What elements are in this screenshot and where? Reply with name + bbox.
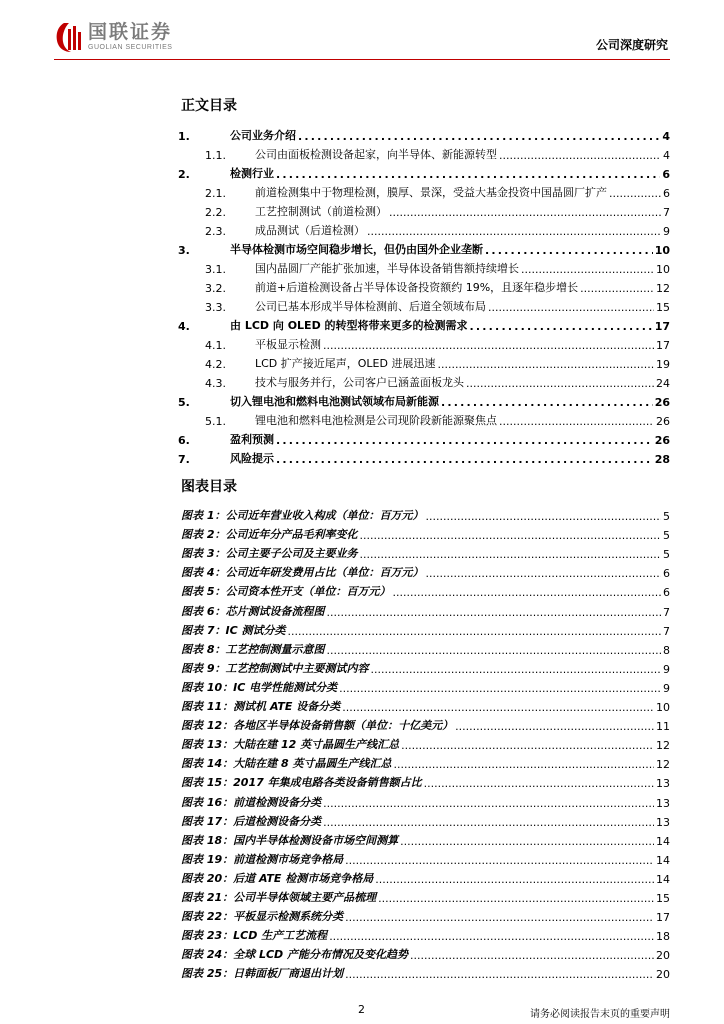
dot-leader bbox=[393, 758, 654, 771]
logo-english-name: GUOLIAN SECURITIES bbox=[88, 44, 173, 51]
figure-entry-page: 6 bbox=[663, 586, 670, 600]
figure-entry-label: 图表 24：全球 LCD 产能分布情况及变化趋势 bbox=[181, 948, 409, 962]
toc-entry-number: 3.2. bbox=[205, 282, 226, 295]
toc-entry-page: 10 bbox=[654, 244, 670, 257]
toc-entry-page: 24 bbox=[656, 377, 670, 390]
toc-entry[interactable] bbox=[178, 296, 670, 314]
toc-entry-page: 26 bbox=[654, 396, 670, 409]
figure-entry-page: 9 bbox=[663, 662, 670, 676]
toc-entry[interactable] bbox=[178, 182, 670, 200]
figure-entry-page: 20 bbox=[656, 968, 670, 982]
figure-entry[interactable] bbox=[181, 849, 670, 867]
figure-entry-label: 图表 17：后道检测设备分类 bbox=[181, 814, 322, 828]
toc-entry-number: 4. bbox=[178, 320, 190, 333]
figure-entry[interactable] bbox=[181, 944, 670, 962]
toc-entry-label: 风险提示 bbox=[230, 452, 274, 465]
figure-entry-label: 图表 19：前道检测市场竞争格局 bbox=[181, 852, 344, 866]
document-type: 公司深度研究 bbox=[595, 38, 668, 52]
toc-entry-number: 4.2. bbox=[205, 358, 226, 371]
toc-entry-label: 由 LCD 向 OLED 的转型将带来更多的检测需求 bbox=[230, 319, 468, 332]
dot-leader bbox=[401, 739, 654, 752]
toc-entry-page: 19 bbox=[656, 358, 670, 371]
toc-entry-label: 切入锂电池和燃料电池测试领域布局新能源 bbox=[230, 395, 439, 408]
toc-entry-label: 检测行业 bbox=[230, 167, 274, 180]
toc-entry[interactable] bbox=[178, 448, 670, 466]
figure-entry-page: 10 bbox=[656, 701, 670, 714]
dot-leader bbox=[287, 625, 661, 638]
figure-entry-label: 图表 2：公司近年分产品毛利率变化 bbox=[181, 528, 358, 542]
toc-entry-label: 前道+后道检测设备占半导体设备投资额约 19%，且逐年稳步增长 bbox=[255, 281, 579, 294]
dot-leader bbox=[609, 187, 661, 200]
dot-leader bbox=[323, 339, 654, 352]
dot-leader bbox=[466, 377, 654, 390]
header-divider bbox=[54, 59, 670, 60]
toc-entry-label: 锂电池和燃料电池检测是公司现阶段新能源聚焦点 bbox=[255, 414, 497, 427]
dot-leader bbox=[359, 548, 661, 561]
figure-entry-label: 图表 6：芯片测试设备流程图 bbox=[181, 604, 325, 618]
toc-entry[interactable] bbox=[178, 125, 670, 143]
toc-entry-label: 平板显示检测 bbox=[255, 338, 321, 351]
toc-title: 正文目录 bbox=[181, 98, 237, 114]
figure-entry[interactable] bbox=[181, 906, 670, 924]
dot-leader bbox=[400, 835, 654, 848]
dot-leader bbox=[339, 682, 661, 695]
dot-leader bbox=[323, 816, 654, 829]
dot-leader bbox=[392, 586, 661, 599]
toc-entry[interactable] bbox=[178, 353, 670, 371]
figure-entry[interactable] bbox=[181, 639, 670, 657]
toc-entry-label: 国内晶圆厂产能扩张加速，半导体设备销售额持续增长 bbox=[255, 262, 519, 275]
toc-entry-page: 9 bbox=[663, 225, 670, 238]
dot-leader bbox=[276, 453, 653, 466]
dot-leader bbox=[276, 434, 653, 447]
figure-entry-label: 图表 4：公司近年研发费用占比（单位：百万元） bbox=[181, 566, 424, 580]
dot-leader bbox=[375, 873, 654, 886]
figure-entry-label: 图表 18：国内半导体检测设备市场空间测算 bbox=[181, 833, 399, 847]
dot-leader bbox=[359, 529, 661, 542]
toc-entry-label: 技术与服务并行，公司客户已涵盖面板龙头 bbox=[255, 376, 464, 389]
dot-leader bbox=[378, 892, 654, 905]
figures-title: 图表目录 bbox=[181, 479, 237, 495]
toc-entry[interactable] bbox=[178, 277, 670, 295]
dot-leader bbox=[410, 949, 654, 962]
dot-leader bbox=[345, 968, 654, 981]
figure-entry-page: 5 bbox=[663, 510, 670, 523]
toc-entry-label: 公司业务介绍 bbox=[230, 129, 296, 142]
toc-entry-page: 15 bbox=[656, 301, 670, 314]
figure-entry-label: 图表 15：2017 年集成电路各类设备销售额占比 bbox=[181, 776, 422, 790]
dot-leader bbox=[499, 149, 661, 162]
figure-entry-label: 图表 16：前道检测设备分类 bbox=[181, 795, 322, 809]
company-logo bbox=[54, 20, 172, 54]
figure-entry-page: 5 bbox=[663, 529, 670, 543]
dot-leader bbox=[580, 282, 654, 295]
figure-entry-label: 图表 13：大陆在建 12 英寸晶圆生产线汇总 bbox=[181, 738, 400, 752]
logo-chinese-name: 国联证券 bbox=[88, 21, 173, 43]
figure-entry-page: 17 bbox=[656, 911, 670, 925]
dot-leader bbox=[425, 510, 661, 523]
dot-leader bbox=[441, 396, 653, 409]
figure-entry-page: 13 bbox=[656, 815, 670, 829]
figure-entry[interactable] bbox=[181, 581, 670, 599]
figure-entry-label: 图表 23：LCD 生产工艺流程 bbox=[181, 929, 328, 943]
toc-entry-number: 3. bbox=[178, 244, 190, 257]
dot-leader bbox=[345, 911, 654, 924]
dot-leader bbox=[370, 663, 661, 676]
toc-entry-number: 2.1. bbox=[205, 187, 226, 200]
figure-entry-page: 13 bbox=[656, 796, 670, 810]
toc-entry-label: 公司由面板检测设备起家，向半导体、新能源转型 bbox=[255, 148, 497, 161]
figure-entry-label: 图表 9：工艺控制测试中主要测试内容 bbox=[181, 661, 369, 675]
figure-entry-page: 18 bbox=[656, 930, 670, 944]
figure-entry-label: 图表 25：日韩面板厂商退出计划 bbox=[181, 967, 344, 981]
toc-entry-label: 成品测试（后道检测） bbox=[255, 224, 365, 237]
figure-entry[interactable] bbox=[181, 887, 670, 905]
figure-entry-page: 14 bbox=[656, 872, 670, 886]
dot-leader bbox=[345, 854, 654, 867]
figure-entry-label: 图表 22：平板显示检测系统分类 bbox=[181, 910, 344, 924]
toc-entry-page: 26 bbox=[656, 415, 670, 428]
toc-entry-number: 4.1. bbox=[205, 339, 226, 352]
toc-entry-page: 17 bbox=[654, 320, 670, 333]
dot-leader bbox=[455, 720, 654, 733]
toc-entry[interactable] bbox=[178, 410, 670, 428]
figure-entry-page: 20 bbox=[656, 949, 670, 963]
figure-entry[interactable] bbox=[181, 543, 670, 561]
toc-entry[interactable] bbox=[178, 315, 670, 333]
dot-leader bbox=[367, 225, 661, 238]
figure-entry-page: 8 bbox=[663, 643, 670, 657]
toc-entry-label: 工艺控制测试（前道检测） bbox=[255, 205, 387, 218]
dot-leader bbox=[470, 320, 653, 333]
toc-entry-label: 盈利预测 bbox=[230, 433, 274, 446]
figure-entry-page: 7 bbox=[663, 605, 670, 619]
toc-entry[interactable] bbox=[178, 144, 670, 162]
toc-entry-number: 7. bbox=[178, 453, 190, 466]
toc-entry-label: 前道检测集中于物理检测，膜厚、景深，受益大基金投资中国晶圆厂扩产 bbox=[255, 186, 607, 199]
toc-entry-number: 5.1. bbox=[205, 415, 226, 428]
figure-entry-label: 图表 5：公司资本性开支（单位：百万元） bbox=[181, 585, 391, 599]
figure-entry-page: 12 bbox=[656, 739, 670, 753]
figure-entry[interactable] bbox=[181, 658, 670, 676]
dot-leader bbox=[326, 606, 661, 619]
toc-entry[interactable] bbox=[178, 334, 670, 352]
toc-entry-page: 10 bbox=[656, 263, 670, 276]
dot-leader bbox=[276, 168, 660, 181]
toc-entry[interactable] bbox=[178, 429, 670, 447]
toc-entry-number: 4.3. bbox=[205, 377, 226, 390]
figure-entry[interactable] bbox=[181, 734, 670, 752]
dot-leader bbox=[326, 644, 661, 657]
toc-entry[interactable] bbox=[178, 220, 670, 238]
figure-entry[interactable] bbox=[181, 830, 670, 848]
toc-entry-page: 4 bbox=[663, 149, 670, 162]
dot-leader bbox=[521, 263, 654, 276]
figure-entry-label: 图表 14：大陆在建 8 英寸晶圆生产线汇总 bbox=[181, 757, 392, 771]
toc-entry-page: 6 bbox=[662, 168, 670, 181]
figure-entry-label: 图表 8：工艺控制测量示意图 bbox=[181, 642, 325, 656]
dot-leader bbox=[424, 777, 654, 790]
guolian-logo-icon bbox=[54, 20, 84, 54]
toc-entry[interactable] bbox=[178, 258, 670, 276]
figure-entry[interactable] bbox=[181, 792, 670, 810]
toc-entry-page: 28 bbox=[654, 453, 670, 466]
toc-entry-number: 2.2. bbox=[205, 206, 226, 219]
toc-entry-number: 1.1. bbox=[205, 149, 226, 162]
toc-entry-label: 半导体检测市场空间稳步增长，但仍由国外企业垄断 bbox=[230, 243, 483, 256]
figure-entry[interactable] bbox=[181, 601, 670, 619]
figure-entry[interactable] bbox=[181, 963, 670, 981]
figure-entry-label: 图表 10：IC 电学性能测试分类 bbox=[181, 680, 338, 694]
figure-entry-page: 5 bbox=[663, 548, 670, 562]
dot-leader bbox=[298, 130, 660, 143]
figure-entry-page: 14 bbox=[656, 834, 670, 848]
figure-entry[interactable] bbox=[181, 524, 670, 542]
figure-entry[interactable] bbox=[181, 505, 670, 523]
page-number: 2 bbox=[358, 1003, 365, 1016]
toc-entry-number: 5. bbox=[178, 396, 190, 409]
figure-entry[interactable] bbox=[181, 868, 670, 886]
figure-entry[interactable] bbox=[181, 925, 670, 943]
figure-entry[interactable] bbox=[181, 620, 670, 638]
dot-leader bbox=[499, 415, 654, 428]
figure-entry-label: 图表 3：公司主要子公司及主要业务 bbox=[181, 547, 358, 561]
figure-entry-label: 图表 12：各地区半导体设备销售额（单位：十亿美元） bbox=[181, 719, 454, 733]
dot-leader bbox=[488, 301, 654, 314]
dot-leader bbox=[329, 930, 654, 943]
toc-entry-number: 2.3. bbox=[205, 225, 226, 238]
toc-entry-label: LCD 扩产接近尾声，OLED 进展迅速 bbox=[255, 357, 436, 370]
figure-entry[interactable] bbox=[181, 562, 670, 580]
toc-entry-page: 7 bbox=[663, 206, 670, 219]
figure-entry-label: 图表 11：测试机 ATE 设备分类 bbox=[181, 700, 341, 713]
dot-leader bbox=[425, 567, 661, 580]
toc-entry[interactable] bbox=[178, 391, 670, 409]
figure-entry[interactable] bbox=[181, 715, 670, 733]
figure-entry-page: 15 bbox=[656, 892, 670, 905]
figure-entry[interactable] bbox=[181, 677, 670, 695]
dot-leader bbox=[323, 797, 654, 810]
figure-entry-page: 9 bbox=[663, 681, 670, 695]
toc-entry-page: 6 bbox=[663, 187, 670, 200]
figure-entry[interactable] bbox=[181, 753, 670, 771]
toc-entry-number: 2. bbox=[178, 168, 190, 181]
figure-entry-page: 7 bbox=[663, 624, 670, 638]
figure-entry-label: 图表 7：IC 测试分类 bbox=[181, 623, 286, 637]
figure-entry-page: 14 bbox=[656, 853, 670, 867]
toc-entry-page: 26 bbox=[654, 434, 670, 447]
toc-entry-number: 3.1. bbox=[205, 263, 226, 276]
figure-entry-page: 11 bbox=[656, 720, 670, 734]
figure-entry-page: 6 bbox=[663, 567, 670, 581]
dot-leader bbox=[437, 358, 654, 371]
figure-entry-label: 图表 20：后道 ATE 检测市场竞争格局 bbox=[181, 871, 374, 885]
toc-entry-page: 12 bbox=[656, 282, 670, 295]
figure-entry-label: 图表 1：公司近年营业收入构成（单位：百万元） bbox=[181, 509, 424, 522]
toc-entry-page: 4 bbox=[662, 130, 670, 143]
dot-leader bbox=[485, 244, 653, 257]
toc-entry-number: 6. bbox=[178, 434, 190, 447]
disclaimer-note: 请务必阅读报告末页的重要声明 bbox=[530, 1009, 670, 1020]
figure-entry[interactable] bbox=[181, 772, 670, 790]
toc-entry-number: 3.3. bbox=[205, 301, 226, 314]
figure-entry[interactable] bbox=[181, 811, 670, 829]
figure-entry-page: 13 bbox=[656, 777, 670, 791]
toc-entry-page: 17 bbox=[656, 339, 670, 352]
toc-entry[interactable] bbox=[178, 372, 670, 390]
figure-entry-label: 图表 21：公司半导体领域主要产品梳理 bbox=[181, 891, 377, 904]
toc-entry[interactable] bbox=[178, 163, 670, 181]
dot-leader bbox=[389, 206, 661, 219]
toc-entry[interactable] bbox=[178, 201, 670, 219]
toc-entry-label: 公司已基本形成半导体检测前、后道全领域布局 bbox=[255, 300, 486, 313]
toc-entry[interactable] bbox=[178, 239, 670, 257]
figure-entry[interactable] bbox=[181, 696, 670, 714]
dot-leader bbox=[342, 701, 654, 714]
toc-entry-number: 1. bbox=[178, 130, 190, 143]
figure-entry-page: 12 bbox=[656, 758, 670, 772]
